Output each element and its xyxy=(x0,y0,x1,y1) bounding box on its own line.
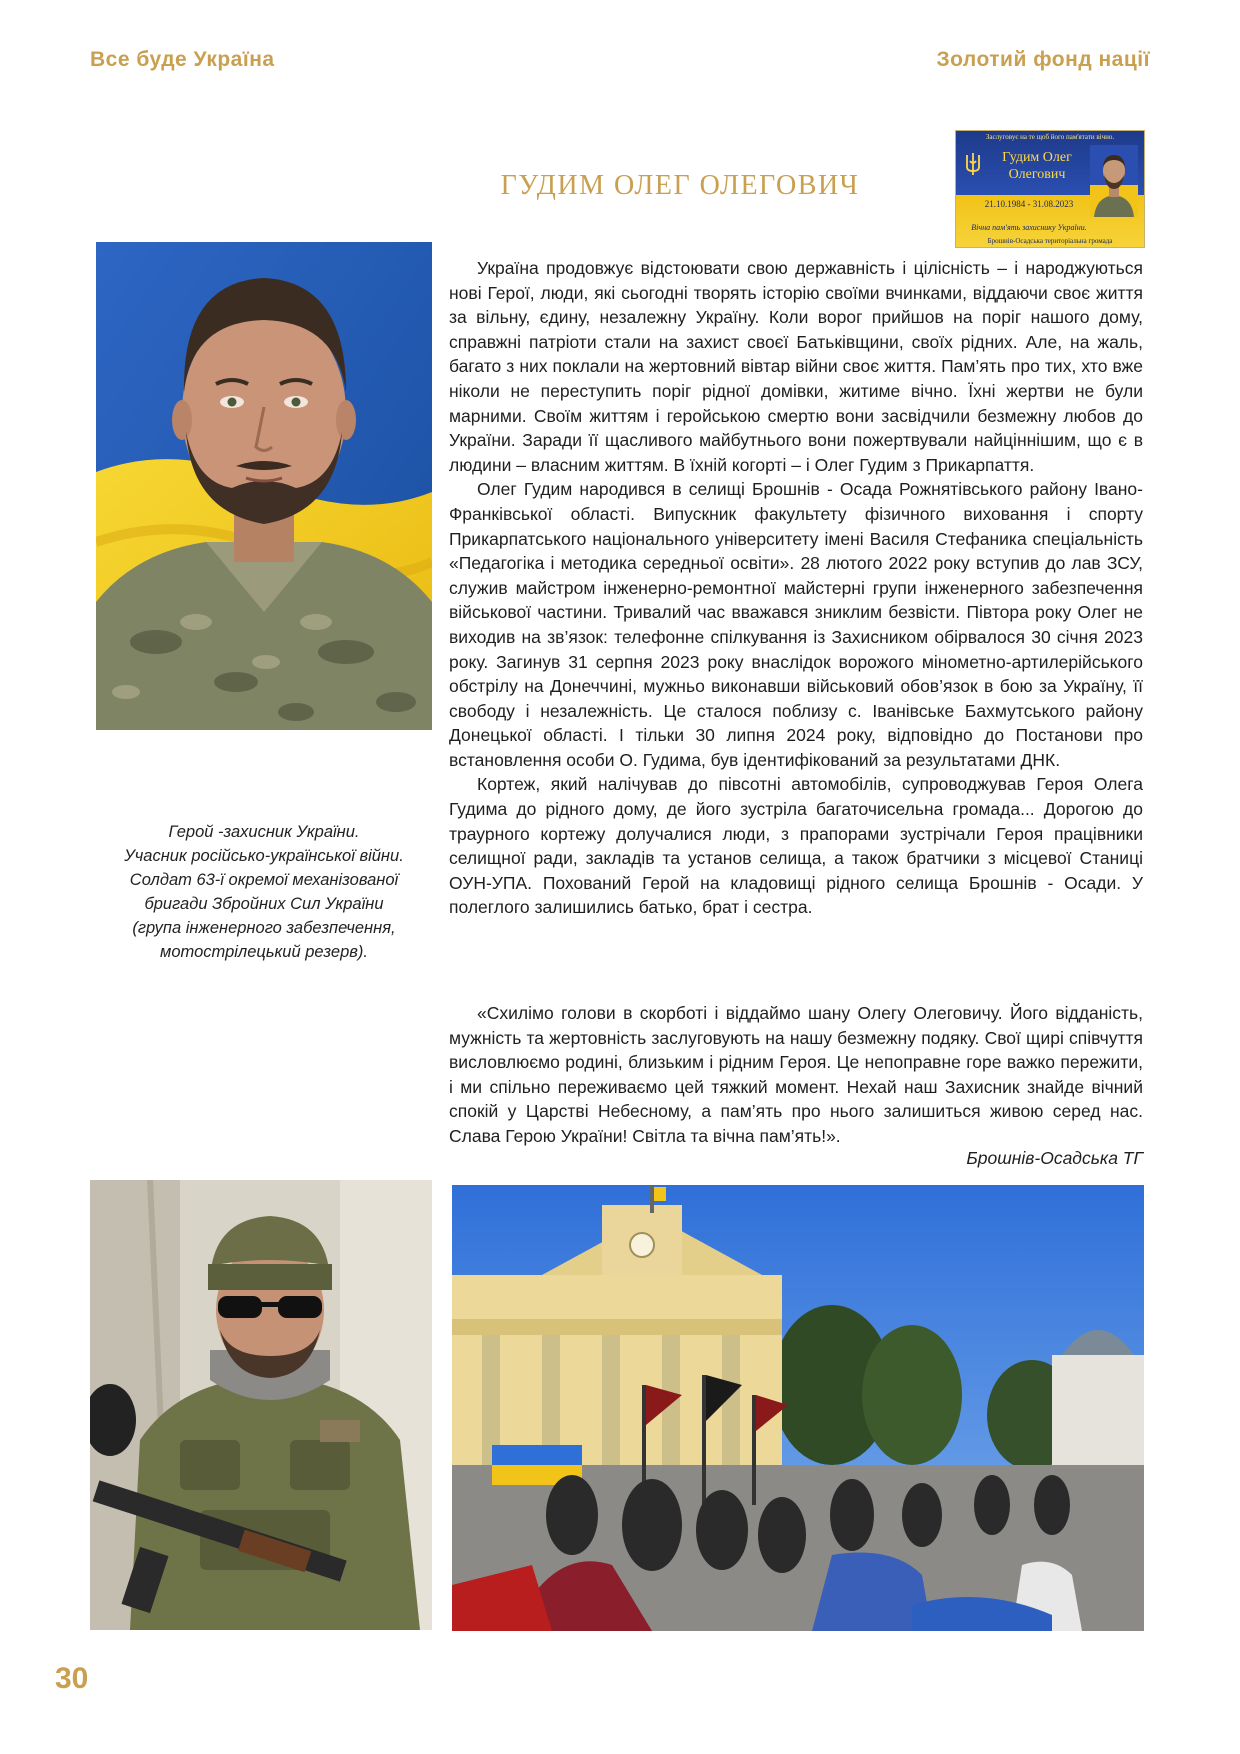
memorial-card-top-line: Заслуговує на те щоб його пам'ятати вічно. xyxy=(985,133,1115,141)
soldier-photo xyxy=(90,1180,432,1630)
caption-line: бригади Збройних Сил України xyxy=(144,895,384,913)
memorial-card-community: Брошнів-Осадська територіальна громада xyxy=(987,237,1113,245)
caption-line: (група інженерного забезпечення, xyxy=(132,919,396,937)
body-paragraph: Олег Гудим народився в селищі Брошнів - Осада Рожнятівського району Івано-Франківської області. Випускник факультету фізичного виховання і спорту Прикарпатського національного університету імені Василя Стефаника спеціальність «Педагогіка і методика середньої освіти». 28 лютого 2022 року вступив до лав ЗСУ, служив майстром інженерно-ремонтної майстерні групи інженерного забезпечення військової частини. Тривалий час вважався зниклим безвісти. Півтора року Олег не виходив на зв’язок: телефонне спілкування із Захисником обірвалося 30 січня 2023 року. Загинув 31 серпня 2023 року внаслідок ворожого мінометно-артилерійського обстрілу на Донеччині, мужньо виконавши військовий обов’язок в бою за Україну, її свободу і незалежність. Це сталося поблизу с. Іванівське Бахмутського району Донецької області. І тільки 30 липня 2024 року, відповідно до Постанови про встановлення особи О. Гудима, був ідентифікований за результатами ДНК. xyxy=(449,479,1143,770)
memorial-card-slogan: Вічна пам'ять захиснику України. xyxy=(971,223,1087,232)
memorial-card-dates: 21.10.1984 - 31.08.2023 xyxy=(984,199,1074,209)
body-paragraph: Україна продовжує відстоювати свою державність і цілісність – і народжуються нові Герої, люди, які сьогодні творять історію своїми вчинками, віддаючи своє життя за вільну, єдину, незалежну Україну. Коли ворог прийшов на поріг нашого дому, справжні патріоти стали на захист своєї Батьківщини, своїх рідних. Але, на жаль, багато з них поклали на жертовний вівтар війни своє життя. Пам’ять про тих, хто вже ніколи не переступить поріг рідної домівки, житиме вічно. Їхні жертви не були марними. Своїм життям і геройською смертю вони засвідчили безмежну любов до України. Заради її щасливого майбутнього вони пожертвували найціннішим, що є в людини – власним життям. В їхній когорті – і Олег Гудим з Прикарпаття. xyxy=(449,258,1143,475)
funeral-procession-photo xyxy=(452,1185,1144,1631)
quote-signature: Брошнів-Осадська ТГ xyxy=(966,1148,1143,1168)
memorial-card-photo xyxy=(1090,145,1138,217)
running-head-right: Золотий фонд нації xyxy=(936,48,1150,71)
page-number: 30 xyxy=(55,1662,89,1695)
memorial-card-name-line2: Олегович xyxy=(1008,167,1066,182)
memorial-card-name-line1: Гудим Олег xyxy=(1002,150,1072,165)
running-head-left: Все буде Україна xyxy=(90,48,275,71)
body-paragraph: Кортеж, який налічував до півсотні автомобілів, супроводжував Героя Олега Гудима до рідного дому, де його зустріла багаточисельна громада... Дорогою до траурного кортежу долучалися люди, з прапорами зустрічали Героя працівники селищної ради, закладів та установ селища, а також братчики з місцевої Станиці ОУН-УПА. Похований Герой на кладовищі рідного селища Брошнів - Осади. У полеглого залишились батько, брат і сестра. xyxy=(449,774,1143,918)
portrait-caption xyxy=(96,820,432,964)
trident-icon xyxy=(964,151,982,177)
condolence-quote xyxy=(449,1001,1143,1149)
article-body xyxy=(449,256,1143,920)
caption-line: Герой -захисник України. xyxy=(168,823,360,841)
quote-paragraph: «Схилімо голови в скорботі і віддаймо шану Олегу Олеговичу. Його відданість, мужність та жертовність заслуговують на нашу безмежну подяку. Свої щирі співчуття висловлюємо родині, близьким і рідним Героя. Це непоправне горе важко пережити, і ми спільно переживаємо цей тяжкий момент. Нехай наш Захисник знайде вічний спокій у Царстві Небесному, а пам’ять про нього залишиться живою серед нас. Слава Герою України! Світла та вічна пам’ять!». xyxy=(449,1003,1143,1146)
memorial-card-name xyxy=(982,149,1092,183)
memorial-card xyxy=(955,130,1145,248)
hero-portrait-photo xyxy=(96,242,432,730)
caption-line: мотострілецький резерв). xyxy=(160,943,368,961)
caption-line: Учасник російсько-української війни. xyxy=(124,847,404,865)
article-title: ГУДИМ ОЛЕГ ОЛЕГОВИЧ xyxy=(500,170,860,201)
caption-line: Солдат 63-ї окремої механізованої xyxy=(129,871,399,889)
